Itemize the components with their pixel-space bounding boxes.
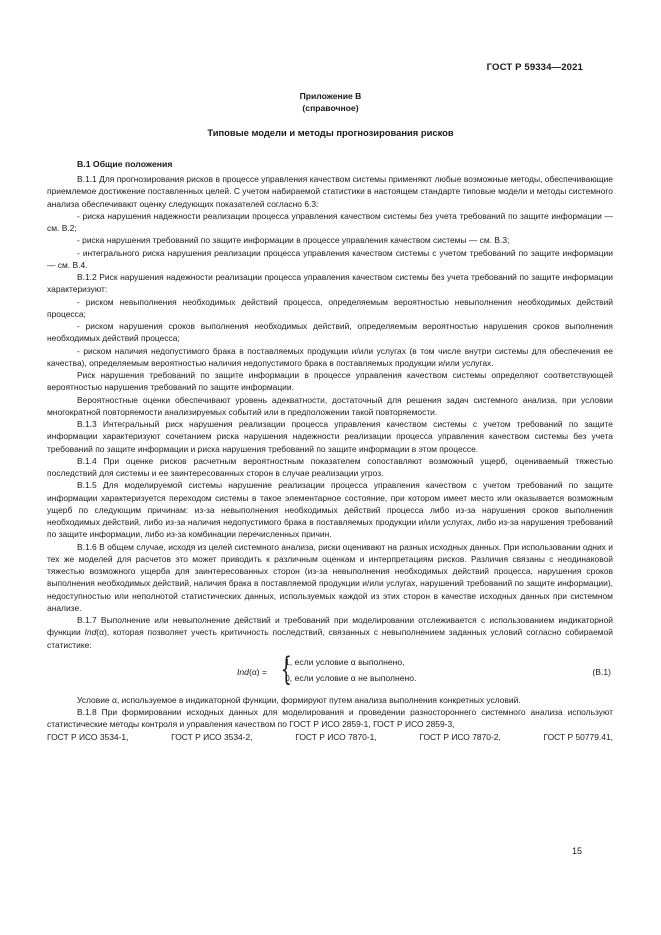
function-name: Ind: [84, 627, 97, 638]
formula-brace: {: [280, 649, 292, 688]
standard-ref: ГОСТ Р ИСО 7870-1,: [295, 731, 377, 742]
paragraph: - риска нарушения надежности реализации процесса управления качеством системы без учета требований по защите информации — см. В.2;: [47, 210, 613, 233]
formula-case-2: 0, если условие α не выполнено.: [285, 672, 417, 683]
paragraph: Условие α, используемое в индикаторной функции, формируют путем анализа выполнения конкретных условий.: [77, 694, 521, 705]
paragraph: - риском наличия недопустимого брака в поставляемых продукции и/или услугах (в том числе внутри системы для обеспечения ее качества), определяемым вероятностью наличия недопустимого брака в поставляемых продукции и/или услугах.: [47, 345, 613, 368]
paragraph: В.1.3 Интегральный риск нарушения реализации процесса управления качеством системы с учетом требований по защите информации характеризуют сочетанием риска нарушения надежности реализации процесса управления качеством системы без учета требований по защите информации и риска нарушения требований по защите информации в этом процессе.: [47, 419, 613, 454]
paragraph: В.1.2 Риск нарушения надежности реализации процесса управления качеством системы без учета требований по защите информации характеризуют:: [47, 272, 613, 295]
paragraph: В.1.5 Для моделируемой системы нарушение реализации процесса управления качеством с учетом требований по защите информации характеризуется переходом системы в такое элементарное состояние, при котором имеет место или оказывается возможным ущерб по следующим причинам: из-за невыполнения необходимых действий процесса либо из-за нарушения сроков выполнения необходимых действий, либо из-за наличия недопустимого брака в поставляемых продукции и/или услугах, либо из-за нарушения требований по защите информации, либо из-за комбинации перечисленных причин.: [47, 480, 613, 540]
appendix-heading: [0, 90, 661, 114]
paragraph: Вероятностные оценки обеспечивают уровень адекватности, достаточный для решения задач системного анализа, при условии многократной повторяемости анализируемых событий или в предположении такой повторяемости.: [47, 394, 613, 417]
formula-arg: (α) =: [248, 666, 268, 677]
body-text: [47, 173, 613, 743]
standards-list: [47, 731, 613, 743]
paragraph: Риск нарушения требований по защите информации в процессе управления качеством системы определяют соответствующей вероятностью нарушения требований по защите информации.: [47, 370, 613, 393]
standard-ref: ГОСТ Р ИСО 7870-2,: [419, 731, 501, 742]
standard-ref: ГОСТ Р ИСО 3534-1,: [47, 731, 129, 742]
paragraph: - риска нарушения требований по защите информации в процессе управления качеством системы — см. В.3;: [77, 235, 510, 246]
appendix-label: Приложение В: [299, 91, 362, 101]
formula-number: (В.1): [592, 666, 611, 677]
paragraph: В.1.6 В общем случае, исходя из целей системного анализа, риски оценивают на разных исходных данных. При использовании одних и тех же моделей для расчетов это может приводить к различным оценкам и интерпретациям рисков. Различия связаны с неодинаковой тяжестью возможного ущерба для заинтересованных сторон (из-за невыполнения необходимых действий процесса, нарушения сроков выполнения необходимых действий, наличия брака в поставляемой продукции и/или услугах, нарушений требований по защите информации), недоступностью или неполнотой статистических данных, используемых каждой из этих сторон в качестве исходных данных при системном анализе.: [47, 541, 613, 613]
paragraph: В.1.4 При оценке рисков расчетным вероятностным показателем сопоставляют возможный ущерб, оцениваемый тяжестью последствий для системы и ее заинтересованных сторон в случае реализации угроз.: [47, 455, 613, 478]
page-number: 15: [572, 846, 583, 856]
formula-func: Ind: [237, 666, 249, 677]
paragraph: - риском нарушения сроков выполнения необходимых действий, определяемым вероятностью нарушения сроков выполнения необходимых действий процесса;: [47, 321, 613, 344]
formula-b1: [47, 649, 613, 691]
appendix-title: Типовые модели и методы прогнозирования рисков: [207, 127, 454, 138]
paragraph-text: В.1.7 Выполнение или невыполнение действий и требований при моделировании отслеживается с использованием индикаторной функции: [47, 615, 613, 638]
formula-lhs: [237, 666, 267, 678]
function-arg: (α): [96, 627, 107, 638]
section-title: В.1 Общие положения: [77, 159, 173, 169]
paragraph: - риском невыполнения необходимых действий процесса, определяемым вероятностью невыполнения необходимых действий процесса;: [47, 296, 613, 319]
paragraph: В.1.1 Для прогнозирования рисков в процессе управления качеством системы применяют любые возможные методы, обеспечивающие приемлемое достижение поставленных целей. С учетом набираемой статистики в настоящем стандарте типовые модели и методы системного анализа обеспечивают оценку следующих показателей согласно 6.3:: [47, 174, 613, 209]
paragraph: В.1.8 При формировании исходных данных для моделирования и проведении разностороннего системного анализа используют статистические методы контроля и управления качеством по ГОСТ Р ИСО 2859-1, ГОСТ Р ИСО 2859-3,: [47, 707, 613, 730]
document-code: ГОСТ Р 59334—2021: [486, 62, 583, 73]
standard-ref: ГОСТ Р ИСО 3534-2,: [171, 731, 253, 742]
paragraph-text: , которая позволяет учесть критичность последствий, связанных с невыполнением заданных условий согласно собираемой статистике:: [47, 627, 614, 650]
paragraph: [47, 614, 613, 651]
paragraph: - интегрального риска нарушения реализации процесса управления качеством системы с учетом требований по защите информации — см. В.4.: [47, 247, 613, 270]
formula-case-1: 1, если условие α выполнено,: [285, 656, 405, 667]
appendix-type: (справочное): [302, 103, 359, 113]
standard-ref: ГОСТ Р 50779.41,: [543, 731, 613, 742]
